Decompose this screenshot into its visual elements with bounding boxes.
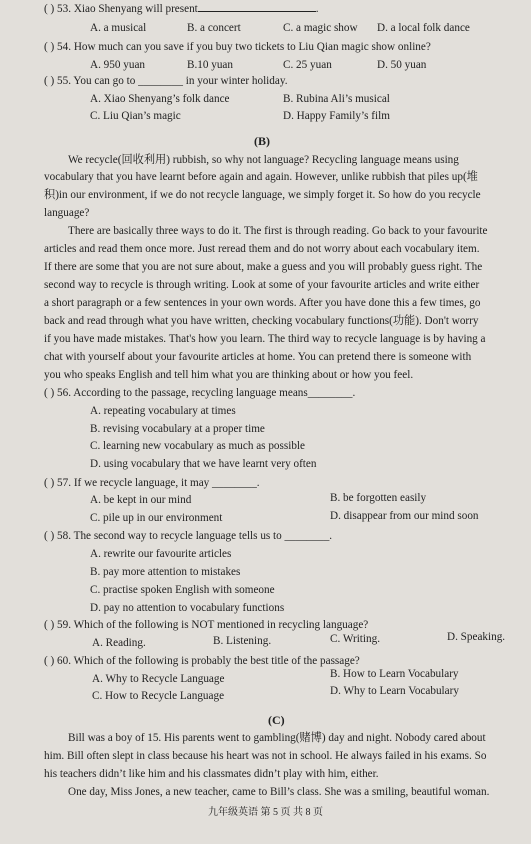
q59-option-d: D. Speaking. bbox=[447, 631, 506, 643]
q53-option-b: B. a concert bbox=[187, 22, 241, 34]
passage-b-line: articles and read them once more. Just reread them and do not worry about each vocabulary item. bbox=[44, 243, 480, 255]
question-53 bbox=[44, 2, 319, 16]
q55-option-d: D. Happy Family’s film bbox=[283, 110, 390, 122]
q53-option-a: A. a musical bbox=[90, 22, 147, 34]
q58-option-b: B. pay more attention to mistakes bbox=[90, 566, 241, 578]
q60-option-a: A. Why to Recycle Language bbox=[92, 673, 225, 685]
q57-option-b: B. be forgotten easily bbox=[330, 492, 427, 504]
q55-option-b: B. Rubina Ali’s musical bbox=[283, 93, 390, 105]
q59-option-a: A. Reading. bbox=[92, 637, 146, 649]
passage-b-line: a short paragraph or a few sentences in your own words. After you have done this a few times, go bbox=[44, 297, 481, 309]
q57-option-d: D. disappear from our mind soon bbox=[330, 510, 479, 522]
passage-c-line: One day, Miss Jones, a new teacher, came to Bill’s class. She was a smiling, beautiful woman. bbox=[68, 786, 490, 798]
passage-b-line: 积)in our environment, if we do not recycle language, we simply forget it. So how do you recycle bbox=[44, 189, 481, 201]
q53-option-c: C. a magic show bbox=[283, 22, 358, 34]
passage-c-line: his teachers didn’t like him and his classmates didn’t play with him, either. bbox=[44, 768, 379, 780]
question-57-stem: ( ) 57. If we recycle language, it may ________. bbox=[44, 477, 260, 489]
q60-option-b: B. How to Learn Vocabulary bbox=[330, 668, 459, 680]
question-59-stem: ( ) 59. Which of the following is NOT mentioned in recycling language? bbox=[44, 619, 369, 631]
q56-option-b: B. revising vocabulary at a proper time bbox=[90, 423, 265, 435]
passage-c-line: him. Bill often slept in class because his heart was not in school. He always failed in his exams. So bbox=[44, 750, 487, 762]
passage-b-line: vocabulary that you have learnt before again and again. However, unlike rubbish that piles up(堆 bbox=[44, 171, 478, 183]
q56-option-c: C. learning new vocabulary as much as possible bbox=[90, 440, 305, 452]
passage-b-line: second way to recycle is through writing. Look at some of your favourite articles and write either bbox=[44, 279, 480, 291]
question-56-stem: ( ) 56. According to the passage, recycling language means________. bbox=[44, 387, 356, 399]
question-58-stem: ( ) 58. The second way to recycle language tells us to ________. bbox=[44, 530, 333, 542]
q54-option-a: A. 950 yuan bbox=[90, 59, 145, 71]
q58-option-a: A. rewrite our favourite articles bbox=[90, 548, 232, 560]
q56-option-a: A. repeating vocabulary at times bbox=[90, 405, 236, 417]
question-55-stem: ( ) 55. You can go to ________ in your winter holiday. bbox=[44, 75, 288, 87]
passage-b-line: chat with yourself about your favourite articles at home. You can pretend there is someone with bbox=[44, 351, 472, 363]
passage-b-line: We recycle(回收利用) rubbish, so why not language? Recycling language means using bbox=[68, 154, 459, 166]
q54-option-c: C. 25 yuan bbox=[283, 59, 332, 71]
question-54-stem: ( ) 54. How much can you save if you buy two tickets to Liu Qian magic show online? bbox=[44, 41, 431, 53]
q54-option-b: B.10 yuan bbox=[187, 59, 233, 71]
page-footer: 九年级英语 第 5 页 共 8 页 bbox=[208, 807, 323, 818]
q55-option-c: C. Liu Qian’s magic bbox=[90, 110, 181, 122]
question-53-stem: ( ) 53. Xiao Shenyang will present bbox=[44, 3, 198, 15]
passage-c-line: Bill was a boy of 15. His parents went to gambling(赌博) day and night. Nobody cared about bbox=[68, 732, 486, 744]
q55-option-a: A. Xiao Shenyang’s folk dance bbox=[90, 93, 230, 105]
passage-b-line: If there are some that you are not sure about, make a guess and you will probably guess right. The bbox=[44, 261, 483, 273]
q60-option-d: D. Why to Learn Vocabulary bbox=[330, 685, 459, 697]
q58-option-d: D. pay no attention to vocabulary functions bbox=[90, 602, 285, 614]
passage-b-line: back and read through what you have written, checking vocabulary functions(功能). Don't worry bbox=[44, 315, 479, 327]
passage-b-line: you who speaks English and tell him what you are thinking about or how you feel. bbox=[44, 369, 414, 381]
question-53-end: . bbox=[315, 3, 319, 15]
passage-b-line: language? bbox=[44, 207, 90, 219]
section-c-heading: (C) bbox=[268, 713, 285, 727]
q57-option-a: A. be kept in our mind bbox=[90, 494, 192, 506]
q60-option-c: C. How to Recycle Language bbox=[92, 690, 225, 702]
q57-option-c: C. pile up in our environment bbox=[90, 512, 223, 524]
passage-b-line: if you have made mistakes. That's how you learn. The third way to recycle language is by having a bbox=[44, 333, 486, 345]
q54-option-d: D. 50 yuan bbox=[377, 59, 427, 71]
answer-blank bbox=[198, 11, 316, 12]
q56-option-d: D. using vocabulary that we have learnt very often bbox=[90, 458, 317, 470]
q53-option-d: D. a local folk dance bbox=[377, 22, 470, 34]
section-b-heading: (B) bbox=[254, 134, 270, 148]
question-60-stem: ( ) 60. Which of the following is probably the best title of the passage? bbox=[44, 655, 360, 667]
q59-option-b: B. Listening. bbox=[213, 635, 272, 647]
passage-b-line: There are basically three ways to do it. The first is through reading. Go back to your favourite bbox=[68, 225, 488, 237]
q59-option-c: C. Writing. bbox=[330, 633, 380, 645]
q58-option-c: C. practise spoken English with someone bbox=[90, 584, 275, 596]
